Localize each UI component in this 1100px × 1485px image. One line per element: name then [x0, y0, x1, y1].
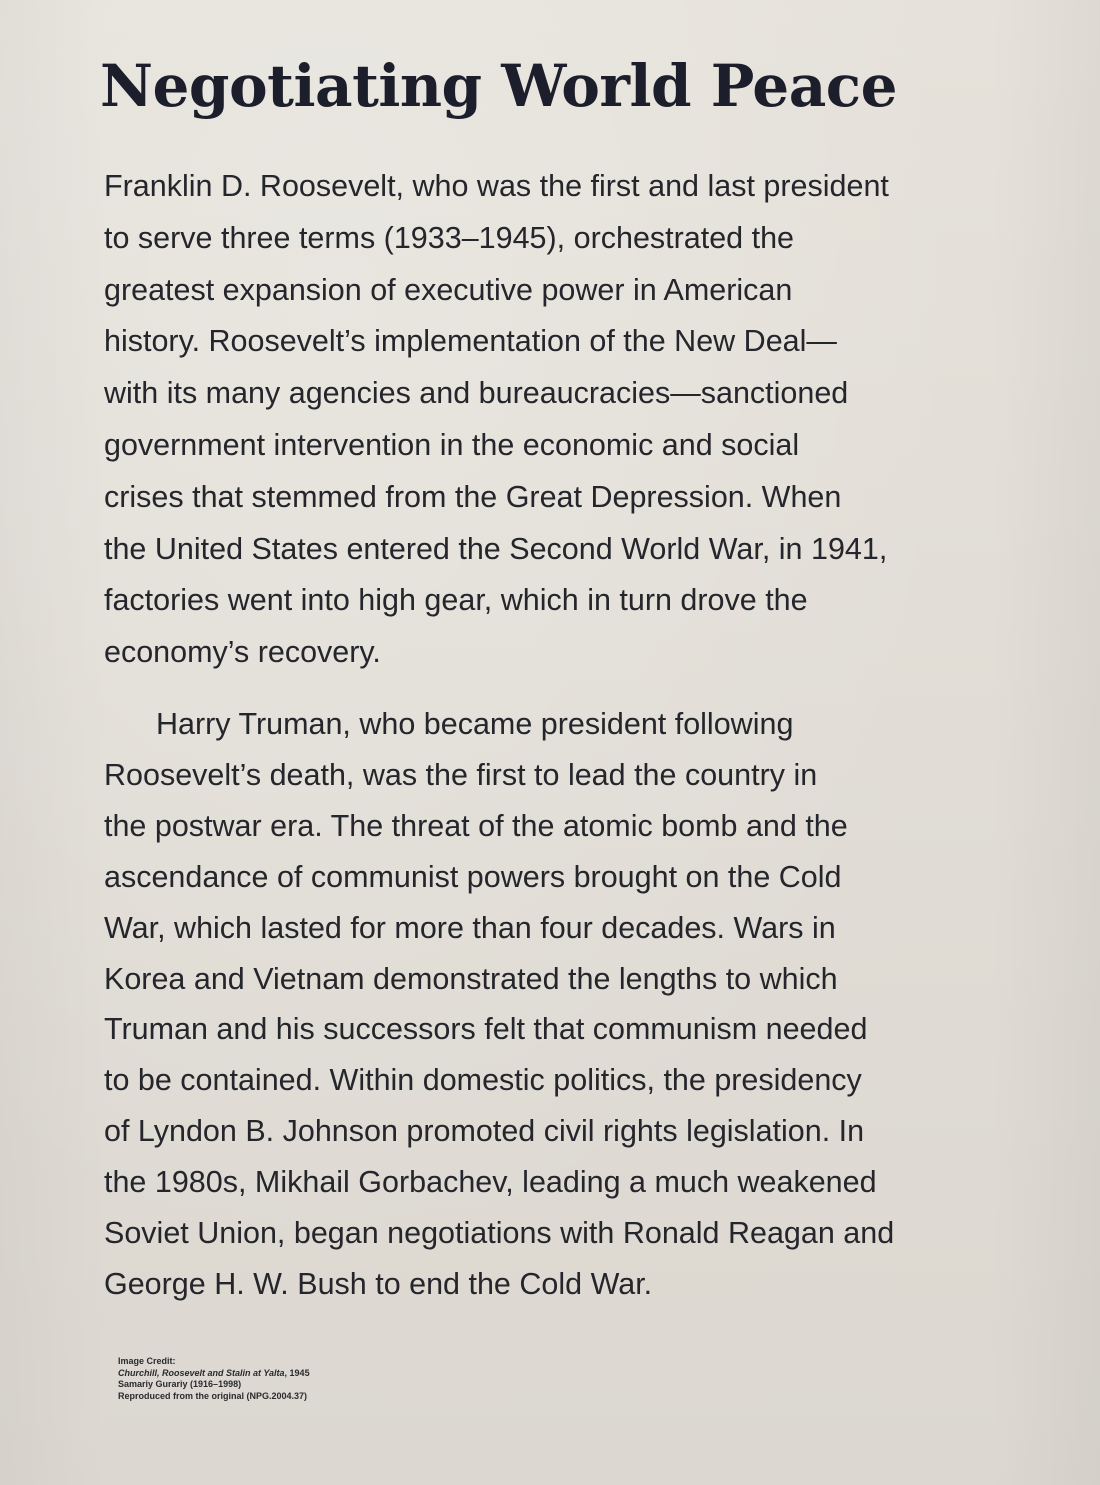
text-line: with its many agencies and bureaucracies—sanctioned — [104, 376, 849, 411]
text-line: Harry Truman, who became president following — [156, 707, 794, 741]
credit-artist: Samariy Gurariy (1916–1998) — [118, 1379, 242, 1389]
text-line: Truman and his successors felt that communism needed — [104, 1012, 868, 1047]
text-line: George H. W. Bush to end the Cold War. — [104, 1266, 653, 1301]
panel-title: Negotiating World Peace — [100, 52, 897, 120]
text-line: economy’s recovery. — [104, 635, 381, 670]
text-line: Soviet Union, began negotiations with Ronald Reagan and — [104, 1216, 895, 1251]
text-line: to serve three terms (1933–1945), orchestrated the — [104, 220, 795, 255]
text-line: factories went into high gear, which in turn drove the — [104, 583, 808, 618]
text-line: the 1980s, Mikhail Gorbachev, leading a much weakened — [104, 1165, 877, 1200]
text-line: greatest expansion of executive power in American — [104, 272, 793, 307]
text-line: the postwar era. The threat of the atomic bomb and the — [104, 808, 848, 843]
credit-heading: Image Credit: — [118, 1356, 176, 1366]
text-line: Korea and Vietnam demonstrated the lengths to which — [104, 961, 838, 996]
text-line: the United States entered the Second World War, in 1941, — [104, 531, 888, 566]
text-line: crises that stemmed from the Great Depression. When — [104, 479, 842, 514]
credit-work-title: Churchill, Roosevelt and Stalin at Yalta — [118, 1367, 285, 1378]
text-line: ascendance of communist powers brought on the Cold — [104, 859, 842, 894]
image-credit — [118, 1356, 310, 1402]
text-line: Roosevelt’s death, was the first to lead the country in — [104, 757, 818, 792]
credit-work — [118, 1368, 310, 1380]
credit-work-year: , 1945 — [284, 1367, 310, 1378]
credit-note: Reproduced from the original (NPG.2004.37) — [118, 1390, 308, 1401]
text-line: of Lyndon B. Johnson promoted civil rights legislation. In — [104, 1114, 865, 1149]
text-line: government intervention in the economic and social — [104, 427, 800, 462]
text-line: War, which lasted for more than four decades. Wars in — [104, 910, 836, 945]
paragraph-roosevelt — [104, 161, 984, 679]
paragraph-truman — [104, 699, 984, 1310]
text-line: to be contained. Within domestic politics, the presidency — [104, 1063, 862, 1098]
text-line: Franklin D. Roosevelt, who was the first and last president — [104, 169, 889, 203]
text-line: history. Roosevelt’s implementation of the New Deal— — [104, 324, 837, 359]
